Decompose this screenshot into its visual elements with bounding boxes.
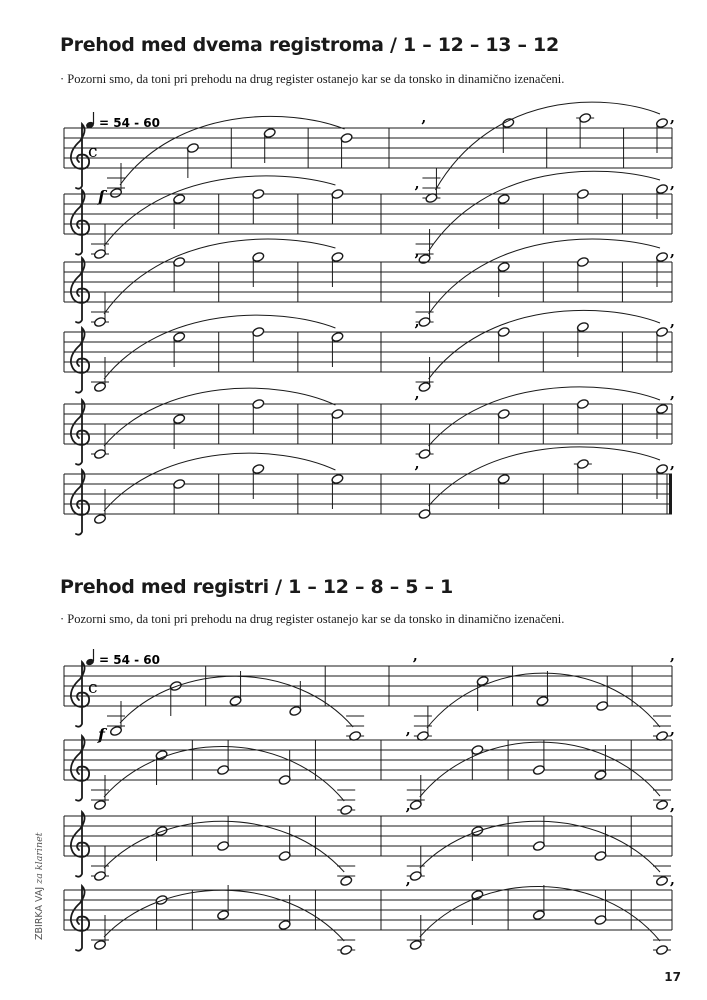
slur (435, 102, 660, 190)
breath-mark: , (412, 648, 418, 664)
note (340, 875, 353, 886)
note (340, 804, 353, 815)
breath-mark: , (405, 872, 411, 888)
slur (104, 315, 335, 379)
breath-mark: , (405, 798, 411, 814)
slur (429, 239, 660, 314)
slur (429, 387, 660, 446)
treble-clef-icon (71, 812, 89, 877)
breath-mark: , (670, 176, 675, 192)
slur (104, 453, 335, 511)
book-title-upright: ZBIRKA VAJ (34, 883, 45, 940)
slur (104, 176, 335, 246)
slur (104, 239, 335, 314)
slur (104, 388, 335, 446)
section-1-staff-5 (64, 386, 675, 465)
section-2-tempo-text: = 54 - 60 (99, 653, 160, 667)
breath-mark: , (414, 386, 420, 402)
treble-clef-icon (71, 662, 89, 727)
breath-mark: , (414, 314, 420, 330)
book-title-sidebar (34, 832, 45, 940)
treble-clef-icon (71, 400, 89, 465)
section-1-staff-2 (64, 171, 675, 264)
breath-mark: , (670, 722, 675, 738)
breath-mark: , (405, 722, 411, 738)
slur (429, 171, 660, 251)
section-1-tempo-text: = 54 - 60 (99, 116, 160, 130)
breath-mark: , (670, 386, 675, 402)
treble-clef-icon (71, 258, 89, 323)
breath-mark: , (670, 244, 675, 260)
section-1-tempo-marking (85, 112, 160, 130)
section-2-tempo-marking (85, 649, 160, 667)
section-2-staff-4 (64, 872, 675, 956)
breath-mark: , (670, 456, 675, 472)
section-2-title: Prehod med registri / 1 – 12 – 8 – 5 – 1 (60, 576, 453, 598)
breath-mark: , (670, 110, 675, 126)
treble-clef-icon (71, 886, 89, 951)
treble-clef-icon (71, 736, 89, 801)
page-number: 17 (664, 970, 681, 984)
section-1-staff-3 (64, 239, 675, 328)
treble-clef-icon (71, 124, 89, 189)
breath-mark: , (414, 456, 420, 472)
section-1-dynamic: f (98, 187, 105, 206)
section-2-time-signature: c (88, 678, 98, 698)
section-2-staff-3 (64, 798, 675, 887)
section-1-title: Prehod med dvema registroma / 1 – 12 – 13 – 12 (60, 34, 559, 56)
slur (429, 310, 660, 379)
note (655, 799, 668, 810)
breath-mark: , (414, 176, 420, 192)
slur (429, 447, 660, 506)
section-2-staff-2 (64, 722, 675, 816)
treble-clef-icon (71, 328, 89, 393)
breath-mark: , (670, 872, 675, 888)
treble-clef-icon (71, 190, 89, 255)
section-1-staff-6 (64, 447, 675, 535)
book-title-italic: za klarinet (34, 832, 45, 884)
section-1-instruction: · Pozorni smo, da toni pri prehodu na drug register ostanejo kar se da tonsko in dinamično izenačeni. (60, 72, 565, 86)
breath-mark: , (670, 314, 675, 330)
breath-mark: , (414, 244, 420, 260)
note (340, 944, 353, 955)
section-1-staff-4 (64, 310, 675, 392)
treble-clef-icon (71, 470, 89, 535)
breath-mark: , (670, 648, 675, 664)
note (655, 875, 668, 886)
section-2-dynamic: f (98, 725, 105, 744)
breath-mark: , (421, 110, 427, 126)
section-1-time-signature: c (88, 142, 98, 162)
breath-mark: , (670, 798, 675, 814)
section-2-instruction: · Pozorni smo, da toni pri prehodu na drug register ostanejo kar se da tonsko in dinamično izenačeni. (60, 612, 565, 626)
note (655, 944, 668, 955)
